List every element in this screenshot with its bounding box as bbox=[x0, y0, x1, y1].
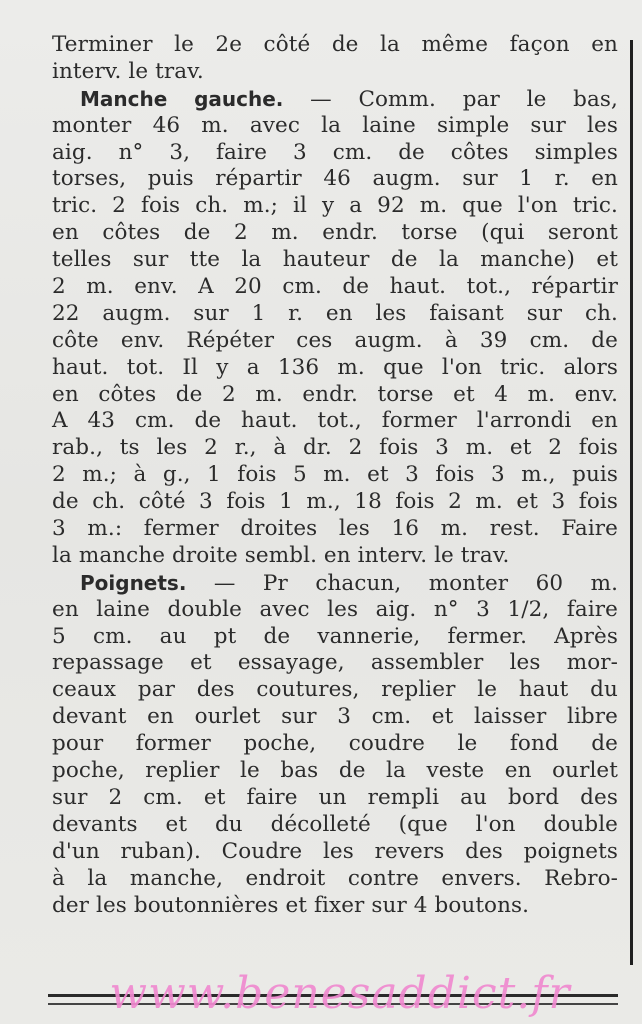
column-rule bbox=[630, 40, 633, 965]
section-heading-line bbox=[52, 570, 618, 597]
text-line: de ch. côté 3 fois 1 m., 18 fois 2 m. et 3 fois bbox=[52, 489, 618, 515]
text-line: repassage et essayage, assembler les mor- bbox=[52, 650, 618, 676]
text-line: 3 m.: fermer droites les 16 m. rest. Faire bbox=[52, 516, 618, 542]
text-line: à la manche, endroit contre envers. Rebro- bbox=[52, 865, 618, 891]
text-line: ceaux par des coutures, replier le haut du bbox=[52, 677, 618, 703]
text-line: tric. 2 fois ch. m.; il y a 92 m. que l'on tric. bbox=[52, 193, 618, 219]
article-text bbox=[52, 32, 618, 919]
text-line: pour former poche, coudre le fond de bbox=[52, 731, 618, 757]
section-heading-line bbox=[52, 86, 618, 113]
text-line: en laine double avec les aig. n° 3 1/2, faire bbox=[52, 596, 618, 622]
text-line: aig. n° 3, faire 3 cm. de côtes simples bbox=[52, 139, 618, 165]
text-line: 2 m.; à g., 1 fois 5 m. et 3 fois 3 m., puis bbox=[52, 462, 618, 488]
text-line: der les boutonnières et fixer sur 4 boutons. bbox=[52, 892, 530, 918]
text-line: rab., ts les 2 r., à dr. 2 fois 3 m. et 2 fois bbox=[52, 435, 618, 461]
text-line: devant en ourlet sur 3 cm. et laisser libre bbox=[52, 704, 618, 730]
text-line: A 43 cm. de haut. tot., former l'arrondi en bbox=[52, 408, 618, 434]
text-line: telles sur tte la hauteur de la manche) et bbox=[52, 247, 618, 273]
text-line: Terminer le 2e côté de la même façon en bbox=[52, 32, 618, 57]
text-line: côte env. Répéter ces augm. à 39 cm. de bbox=[52, 327, 618, 353]
text-line: en côtes de 2 m. endr. torse et 4 m. env. bbox=[52, 381, 618, 407]
text-line: d'un ruban). Coudre les revers des poignets bbox=[52, 838, 618, 864]
text-line: haut. tot. Il y a 136 m. que l'on tric. alors bbox=[52, 354, 618, 380]
text-fragment: — Comm. par le bas, bbox=[310, 86, 618, 112]
text-line: monter 46 m. avec la laine simple sur les bbox=[52, 112, 618, 138]
text-line: 22 augm. sur 1 r. en les faisant sur ch. bbox=[52, 300, 618, 326]
text-line: torses, puis répartir 46 augm. sur 1 r. en bbox=[52, 166, 618, 192]
text-line: en côtes de 2 m. endr. torse (qui seront bbox=[52, 220, 618, 246]
text-line: 2 m. env. A 20 cm. de haut. tot., répartir bbox=[52, 274, 618, 300]
text-line: 5 cm. au pt de vannerie, fermer. Après bbox=[52, 623, 618, 649]
text-line: sur 2 cm. et faire un rempli au bord des bbox=[52, 784, 618, 810]
heading-manche-gauche: Manche gauche. bbox=[80, 86, 284, 111]
watermark-text: www.benesaddict.fr bbox=[109, 968, 571, 1019]
heading-poignets: Poignets. bbox=[80, 570, 187, 595]
text-fragment: — Pr chacun, monter 60 m. bbox=[213, 570, 619, 596]
text-line: interv. le trav. bbox=[52, 58, 204, 84]
text-line: devants et du décolleté (que l'on double bbox=[52, 811, 618, 837]
text-line: la manche droite sembl. en interv. le trav. bbox=[52, 542, 510, 568]
text-line: poche, replier le bas de la veste en ourlet bbox=[52, 758, 618, 784]
